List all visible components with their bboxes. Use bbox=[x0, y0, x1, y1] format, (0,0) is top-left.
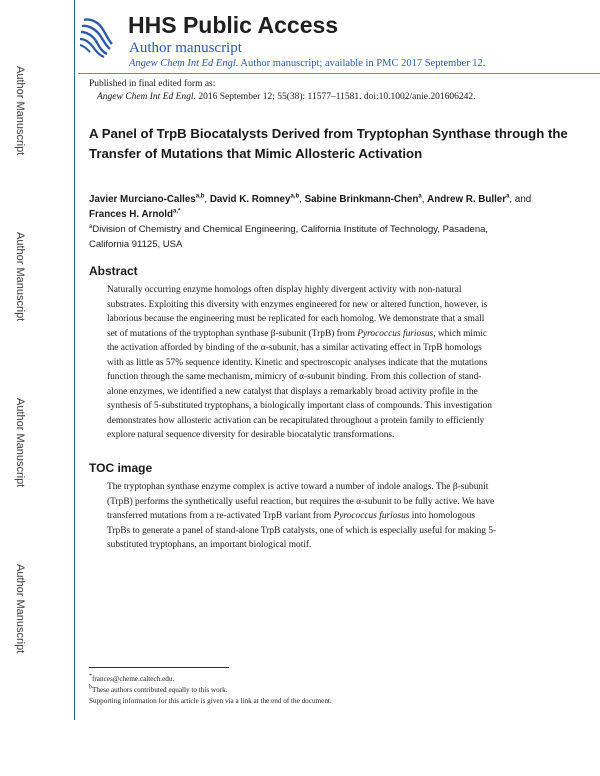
header-rule bbox=[78, 73, 600, 74]
author-list: Javier Murciano-Calles$^{a,b}$, David K. Romney$^{a,b}$, Sabine Brinkmann-Chen$^a$, Andrew R. Buller$^a$, and Frances H. Arnold$^{a,*}$ bbox=[89, 193, 532, 220]
pubinfo-line2 bbox=[89, 91, 589, 104]
sidebar-label-3: Author Manuscript bbox=[14, 398, 26, 488]
footnote-rule bbox=[89, 667, 229, 668]
pubinfo-details: 2016 September 12; 55(38): 11577–11581. doi:10.1002/anie.201606242. bbox=[195, 92, 476, 102]
pubinfo-journal: Angew Chem Int Ed Engl. bbox=[97, 92, 196, 102]
paper-title: A Panel of TrpB Biocatalysts Derived from Tryptophan Synthase through the Transfer of Mutations that Mimic Allosteric Activation bbox=[89, 126, 568, 161]
affiliation-mark: a bbox=[89, 223, 93, 230]
hhs-eagle-logo-icon bbox=[78, 14, 116, 60]
toc-heading: TOC image bbox=[89, 461, 153, 475]
footnote-equal: $^b$These authors contributed equally to this work. bbox=[89, 684, 228, 694]
pubinfo-line1: Published in final edited form as: bbox=[89, 79, 216, 89]
hhs-title: HHS Public Access bbox=[128, 12, 339, 38]
sidebar-divider bbox=[74, 0, 75, 720]
journal-name: Angew Chem Int Ed Engl. bbox=[129, 58, 239, 69]
toc-text: The tryptophan synthase enzyme complex is active toward a number of indole analogs. The β-subunit (TrpB) performs the synthetically useful reaction, but requires the α-subunit to be fully active. We have transferred mutations from a re-activated TrpB variant from Pyrococcus furiosus into homologous TrpBs to generate a panel of stand-alone TrpB catalysts, one of which is especially useful for making 5-substituted tryptophans, an important biological motif. bbox=[107, 482, 497, 551]
sidebar bbox=[0, 0, 76, 776]
author-name: Sabine Brinkmann-Chen bbox=[304, 194, 419, 205]
manuscript-type: Author manuscript bbox=[129, 40, 242, 56]
author-name: Frances H. Arnold bbox=[89, 209, 174, 220]
author-affiliation-mark: a,* bbox=[173, 208, 181, 215]
author-join: , and bbox=[509, 194, 532, 205]
abstract-heading: Abstract bbox=[89, 264, 138, 278]
author-name: Andrew R. Buller bbox=[427, 194, 507, 205]
availability-text: Author manuscript; available in PMC 2017 September 12. bbox=[238, 58, 486, 69]
author-affiliation-mark: a bbox=[506, 193, 510, 200]
affiliation-text: Division of Chemistry and Chemical Engineering, California Institute of Technology, Pasadena, California 91125, USA bbox=[89, 224, 489, 250]
journal-citation bbox=[129, 58, 485, 69]
organism-name: Pyrococcus furiosus bbox=[333, 511, 410, 522]
publication-info bbox=[89, 78, 589, 104]
sidebar-label-4: Author Manuscript bbox=[14, 564, 26, 654]
footnotes bbox=[89, 674, 509, 707]
affiliation bbox=[89, 222, 529, 252]
footnote-supporting: Supporting information for this article is given via a link at the end of the document. bbox=[89, 697, 332, 705]
author-affiliation-mark: a bbox=[418, 193, 422, 200]
abstract-text: Naturally occurring enzyme homologs often display highly divergent activity with non-natural substrates. Exploiting this diversity with enzymes engineered for new or altered function, however, is laborious because the engineering must be replicated for each homolog. We demonstrate that a small set of mutations of the tryptophan synthase β-subunit (TrpB) from Pyrococcus furiosus, which mimic the activation afforded by binding of the α-subunit, has a similar activating effect in TrpB homologs with as little as 57% sequence identity. Kinetic and spectroscopic analyses indicate that the mutations function through the same mechanism, mimicry of α-subunit binding. From this collection of stand-alone enzymes, we identified a new catalyst that displays a remarkably broad activity profile in the synthesis of 5-substituted tryptophans, a biologically important class of compounds. This investigation demonstrates how allosteric activation can be recapitulated throughout a protein family to efficiently explore natural sequence diversity for desirable biocatalytic transformations. bbox=[107, 285, 492, 441]
author-name: Javier Murciano-Calles bbox=[89, 194, 196, 205]
author-affiliation-mark: a,b bbox=[290, 193, 300, 200]
corresponding-email[interactable]: frances@cheme.caltech.edu. bbox=[92, 675, 175, 683]
footnote-email: *frances@cheme.caltech.edu. bbox=[89, 673, 175, 683]
sidebar-label-1: Author Manuscript bbox=[14, 66, 26, 156]
organism-name: Pyrococcus furiosus bbox=[357, 328, 434, 339]
sidebar-label-2: Author Manuscript bbox=[14, 232, 26, 322]
author-affiliation-mark: a,b bbox=[195, 193, 205, 200]
author-name: David K. Romney bbox=[209, 194, 291, 205]
